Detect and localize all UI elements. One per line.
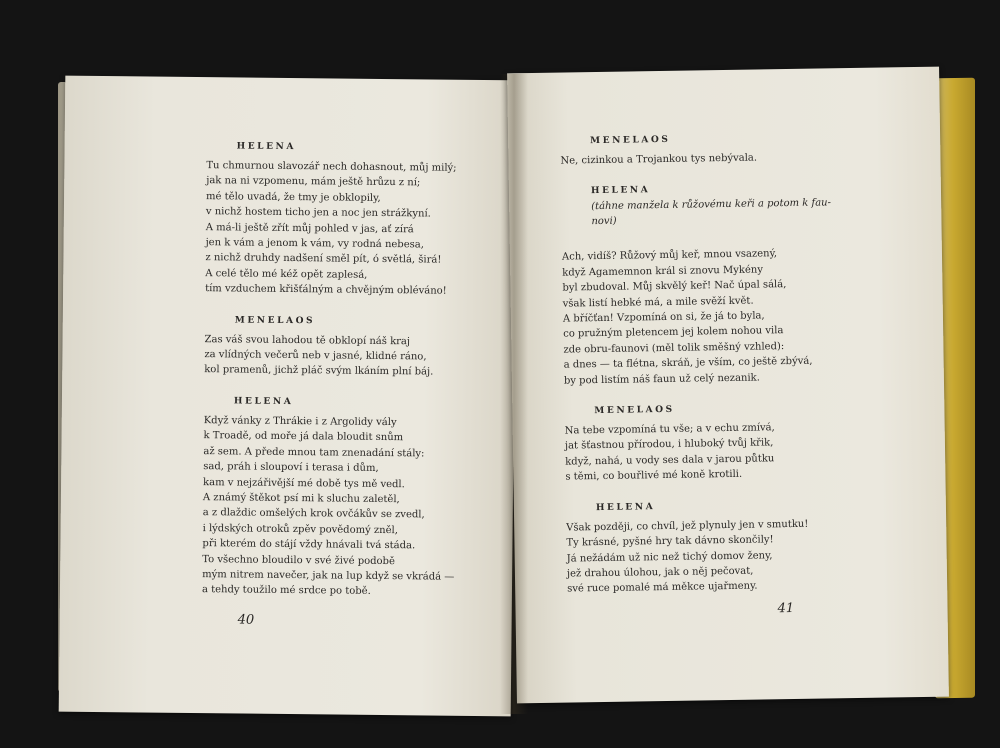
verse-line: Však později, co chvíl, jež plynuly jen v smutku!: [566, 518, 809, 534]
verse-line: A bříčťan! Vzpomíná on si, že já to byla,: [562, 310, 765, 325]
verse-block: [566, 515, 912, 597]
verse-line: a dnes — ta flétna, skráň, je vším, co ještě zbývá,: [563, 355, 813, 371]
verse-block: [562, 245, 909, 389]
verse-line: z nichž druhdy nadšení směl pít, ó světlá, širá!: [205, 252, 442, 267]
verse-block: [204, 332, 504, 381]
verse-line: jat šťastnou přírodou, i hluboký tvůj křik,: [564, 437, 774, 453]
verse-line: Tu chmurnou slavozář nech dohasnout, můj milý;: [206, 160, 457, 174]
verse-block: [202, 413, 504, 601]
verse-line: A známý štěkot psí mi k sluchu zaletěl,: [202, 492, 400, 506]
verse-line: Když vánky z Thrákie i z Argolidy vály: [203, 414, 397, 429]
verse-line: s těmi, co bouřlivé mé koně krotili.: [565, 469, 743, 483]
speaker-name: HELENA: [590, 185, 651, 197]
verse-line: jež drahou úlohou, jak o něj pečovat,: [566, 565, 754, 580]
left-page: [59, 76, 518, 717]
speaker-name: HELENA: [595, 501, 656, 513]
verse-line: Na tebe vzpomíná tu vše; a v echu zmívá,: [564, 422, 775, 437]
verse-line: v nichž hostem ticho jen a noc jen strážkyní.: [205, 206, 431, 220]
verse-line: i lýdských otroků zpěv povědomý zněl,: [202, 522, 399, 536]
verse-line: mé tělo uvadá, že tmy je obklopily,: [206, 190, 381, 204]
stage-direction-line: novi): [591, 216, 617, 228]
verse-line: Ne, cizinkou a Trojankou tys nebývala.: [560, 152, 758, 167]
verse-line: při kterém do stájí vždy hnávali tvá stáda.: [202, 538, 416, 552]
verse-line: Já nežádám už nic než tichý domov ženy,: [566, 549, 773, 565]
verse-line: A celé tělo mé kéž opět zaplesá,: [205, 267, 368, 281]
verse-line: však listí hebké má, a mile svěží květ.: [562, 295, 754, 310]
verse-line: To všechno bloudilo v své živé podobě: [202, 553, 395, 567]
verse-line: Ach, vidíš? Růžový můj keř, mnou vsazený,: [561, 248, 778, 263]
stage-direction-line: (táhne manžela k růžovému keři a potom k fau-: [591, 197, 832, 213]
verse-block: [565, 418, 911, 485]
speaker-name: HELENA: [233, 396, 294, 407]
verse-line: Zas váš svou lahodou tě obklopí náš kraj: [204, 333, 411, 347]
verse-line: když Agamemnon král si znovu Mykény: [562, 264, 764, 279]
verse-line: zde obru-faunovi (měl tolik směšný vzhled):: [563, 340, 785, 356]
verse-line: byl zbudoval. Můj skvělý keř! Nač úpal sálá,: [562, 279, 787, 294]
verse-line: za vlídných večerů neb v jasné, klidné ráno,: [204, 349, 427, 363]
verse-line: by pod listím náš faun už celý nezanik.: [563, 372, 760, 387]
verse-line: jak na ni vzpomenu, mám ještě hrůzu z ní;: [206, 175, 421, 189]
verse-line: A má-li ještě zřít můj pohled v jas, ať zírá: [205, 221, 414, 235]
verse-block: [205, 158, 506, 300]
verse-line: a tehdy toužilo mé srdce po tobě.: [201, 584, 371, 598]
verse-line: jen k vám a jenom k vám, vy rodná nebesa,: [205, 237, 424, 251]
verse-line: kol pramenů, jichž pláč svým lkáním plní báj.: [204, 364, 434, 378]
verse-line: až sem. A přede mnou tam znenadání stály:: [203, 445, 425, 460]
right-page: [507, 67, 949, 704]
verse-line: mým nitrem navečer, jak na lup když se vkrádá —: [202, 569, 455, 583]
verse-line: své ruce pomalé má měkce ujařmeny.: [567, 580, 758, 595]
speaker-name: MENELAOS: [590, 134, 671, 147]
speaker-name: MENELAOS: [594, 404, 675, 417]
speaker-name: HELENA: [236, 141, 297, 153]
verse-line: kam v nejzářivější mé době tys mě vedl.: [203, 476, 405, 490]
speaker-name: MENELAOS: [234, 315, 316, 326]
verse-line: co pružným pletencem jej kolem nohou vila: [563, 325, 784, 341]
verse-line: sad, práh i sloupoví i terasa i dům,: [203, 461, 379, 475]
right-page-text: [560, 129, 912, 597]
verse-line: a z dlaždic omšelých krok ovčákův se zvedl,: [202, 507, 425, 521]
stage-direction: [591, 195, 906, 230]
left-page-text: [202, 139, 507, 601]
page-number: 41: [777, 600, 795, 617]
verse-line: tím vzduchem křišťálným a chvějným obléváno!: [205, 283, 447, 297]
page-number: 40: [237, 612, 255, 628]
verse-line: když, nahá, u vody ses dala v jarou půtku: [565, 453, 775, 468]
verse-line: k Troadě, od moře já dala bloudit snům: [203, 430, 404, 444]
verse-line: Ty krásné, pyšné hry tak dávno skončily!: [566, 534, 774, 549]
